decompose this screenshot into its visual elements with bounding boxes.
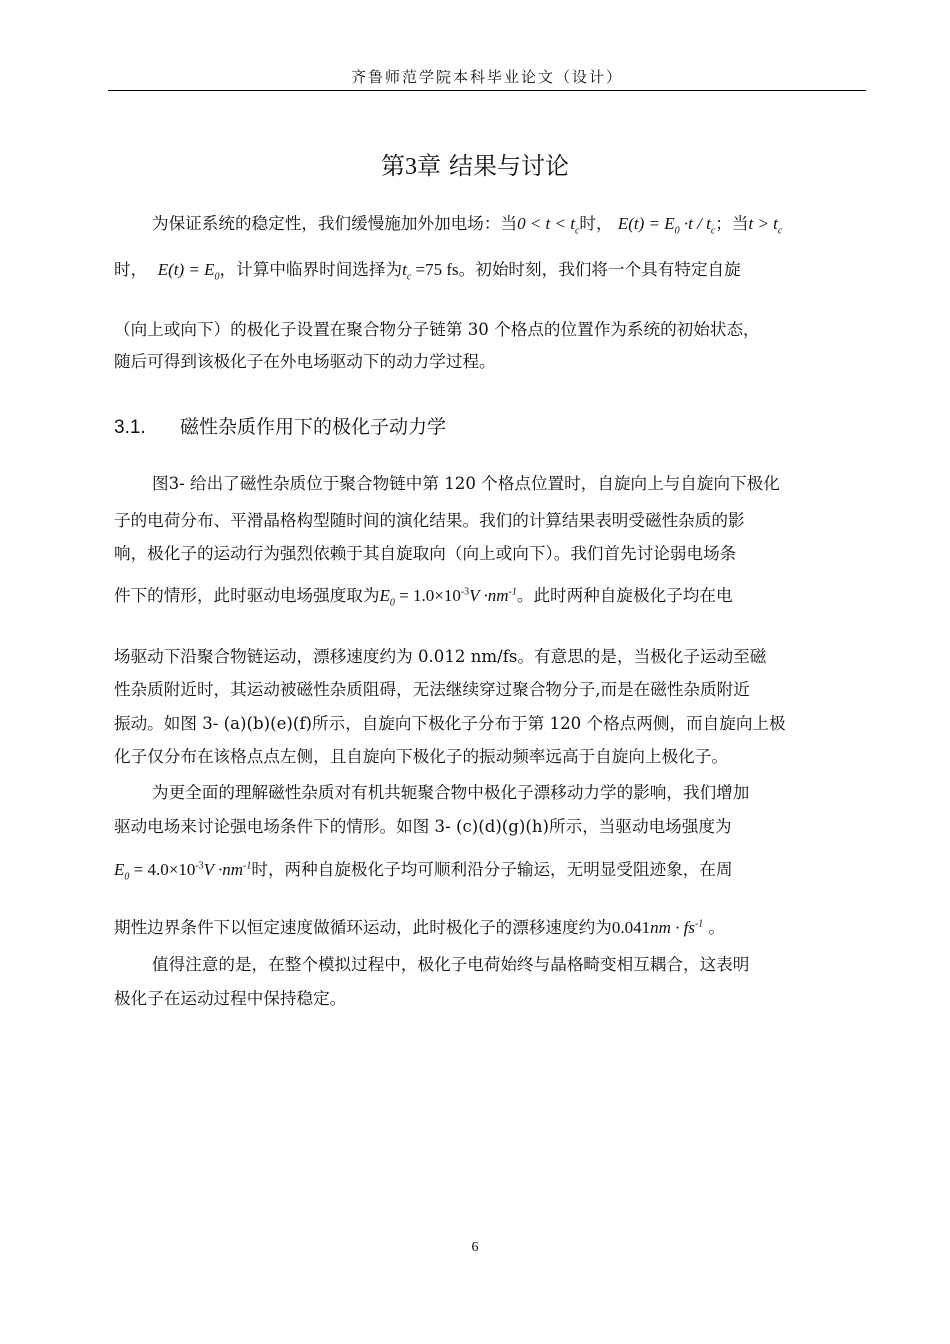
condition-1: $0 < t < t_c$ bbox=[517, 214, 580, 237]
chapter-number: 第3章 bbox=[381, 154, 441, 180]
equation-weak-field: $E_0$ bbox=[379, 586, 395, 609]
para1-line-7: 振动。如图 3- (a)(b)(e)(f)所示，自旋向下极化子分布于第 120 个格点两侧，而自旋向上极 bbox=[114, 714, 786, 733]
para2-line-4: 期性边界条件下以恒定速度做循环运动，此时极化子的漂移速度约为$0.041nm \cdot fs^{-1}$ 。 bbox=[114, 918, 726, 937]
para1-line-3: 响，极化子的运动行为强烈依赖于其自旋取向（向上或向下）。我们首先讨论弱电场条 bbox=[114, 544, 737, 563]
intro-line-3: （向上或向下）的极化子设置在聚合物分子链第 30 个格点的位置作为系统的初始状态， bbox=[114, 320, 760, 339]
para1-line-2: 子的电荷分布、平滑晶格构型随时间的演化结果。我们的计算结果表明受磁性杂质的影 bbox=[114, 511, 745, 530]
section-title: 磁性杂质作用下的极化子动力学 bbox=[180, 416, 447, 438]
para1-line-1: 图3- 给出了磁性杂质位于聚合物链中第 120 个格点位置时，自旋向上与自旋向下极化 bbox=[152, 474, 780, 493]
para1-line-4: 件下的情形，此时驱动电场强度取为$E_0 = 1.0\times 10^{-3}V \cdot nm^{-1}$。此时两种自旋极化子均在电 bbox=[114, 586, 733, 609]
critical-time: $t_c$ bbox=[402, 260, 412, 283]
para3-line-1: 值得注意的是，在整个模拟过程中，极化子电荷始终与晶格畸变相互耦合，这表明 bbox=[152, 955, 750, 974]
page-number: 6 bbox=[471, 1240, 479, 1255]
equation-constant: $E(t) = E_0$ bbox=[157, 260, 220, 283]
equation-ramp: $E(t) = E_0 \cdot t / t_c$ bbox=[617, 214, 716, 237]
section-number: 3.1. bbox=[114, 417, 146, 438]
para1-line-5: 场驱动下沿聚合物链运动，漂移速度约为 0.012 nm/fs。有意思的是，当极化子运动至磁 bbox=[114, 647, 767, 666]
condition-2: $t > t_c$ bbox=[748, 214, 783, 237]
para1-line-6: 性杂质附近时，其运动被磁性杂质阻碍，无法继续穿过聚合物分子,而是在磁性杂质附近 bbox=[114, 680, 750, 699]
para2-line-3: $E_0 = 4.0\times 10^{-3}V \cdot nm^{-1}$时，两种自旋极化子均可顺利沿分子输运，无明显受阻迹象，在周 bbox=[114, 860, 733, 883]
equation-strong-field: $E_0$ bbox=[114, 860, 130, 883]
intro-line-1: 为保证系统的稳定性，我们缓慢施加外加电场：当$0 < t < t_c$时， $E(t) = E_0 \cdot t / t_c$；当$t > t_c$ bbox=[152, 214, 783, 237]
para1-line-8: 化子仅分布在该格点点左侧，且自旋向下极化子的振动频率远高于自旋向上极化子。 bbox=[114, 747, 728, 766]
para2-line-2: 驱动电场来讨论强电场条件下的情形。如图 3- (c)(d)(g)(h)所示，当驱动电场强度为 bbox=[114, 817, 732, 836]
chapter-heading bbox=[0, 146, 950, 181]
header-title: 齐鲁师范学院本科毕业论文（设计） bbox=[350, 68, 623, 86]
intro-line-2: 时， $E(t) = E_0$，计算中临界时间选择为$t_c =75$ fs。初始时刻，我们将一个具有特定自旋 bbox=[114, 260, 741, 283]
intro-line-4: 随后可得到该极化子在外电场驱动下的动力学过程。 bbox=[114, 352, 496, 371]
para2-line-1: 为更全面的理解磁性杂质对有机共轭聚合物中极化子漂移动力学的影响，我们增加 bbox=[152, 783, 750, 802]
drift-velocity: 0.041 bbox=[611, 918, 651, 937]
chapter-title: 结果与讨论 bbox=[449, 152, 569, 180]
section-heading bbox=[114, 412, 446, 439]
para3-line-2: 极化子在运动过程中保持稳定。 bbox=[114, 989, 347, 1008]
running-header bbox=[108, 64, 866, 91]
